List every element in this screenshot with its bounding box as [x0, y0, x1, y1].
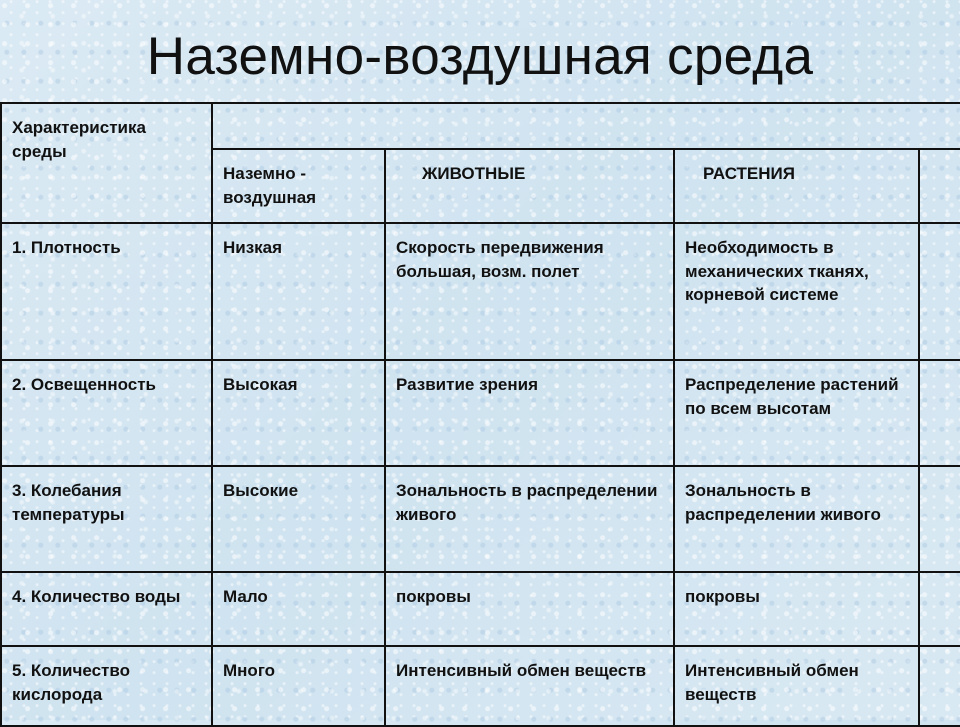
- spacer-cell: [919, 572, 960, 646]
- plants-cell: Интенсивный обмен веществ: [674, 646, 919, 726]
- spacer-cell: [919, 646, 960, 726]
- spacer-cell: [919, 360, 960, 466]
- table-row: [1, 360, 960, 466]
- characteristic-cell: 2. Освещенность: [1, 360, 212, 466]
- table-header-row: [1, 103, 960, 149]
- plants-header-label: РАСТЕНИЯ: [703, 164, 795, 183]
- spacer-cell: [919, 223, 960, 360]
- characteristics-table: [0, 102, 960, 727]
- characteristic-cell: 3. Колебания температуры: [1, 466, 212, 572]
- animals-header-label: ЖИВОТНЫЕ: [422, 164, 526, 183]
- animals-cell: покровы: [385, 572, 674, 646]
- spacer-cell: [919, 466, 960, 572]
- animals-cell: Скорость передвижения большая, возм. полет: [385, 223, 674, 360]
- corner-label: Характеристика среды: [12, 118, 146, 161]
- animals-header-cell: [385, 149, 674, 223]
- table-row: [1, 646, 960, 726]
- characteristic-cell: 5. Количество кислорода: [1, 646, 212, 726]
- plants-cell: Необходимость в механических тканях, корневой системе: [674, 223, 919, 360]
- table-row: [1, 572, 960, 646]
- plants-cell: Распределение растений по всем высотам: [674, 360, 919, 466]
- table-row: [1, 466, 960, 572]
- animals-cell: Зональность в распределении живого: [385, 466, 674, 572]
- characteristic-cell: 1. Плотность: [1, 223, 212, 360]
- corner-header-cell: [1, 103, 212, 223]
- value-cell: Высокая: [212, 360, 385, 466]
- characteristic-cell: 4. Количество воды: [1, 572, 212, 646]
- plants-header-cell: [674, 149, 919, 223]
- plants-cell: Зональность в распределении живого: [674, 466, 919, 572]
- env-header-cell: [212, 149, 385, 223]
- animals-cell: Развитие зрения: [385, 360, 674, 466]
- value-cell: Много: [212, 646, 385, 726]
- value-cell: Низкая: [212, 223, 385, 360]
- value-cell: Высокие: [212, 466, 385, 572]
- page-title: Наземно-воздушная среда: [146, 27, 814, 86]
- env-header-label: Наземно - воздушная: [223, 164, 317, 207]
- animals-cell: Интенсивный обмен веществ: [385, 646, 674, 726]
- spacer-cell: [919, 149, 960, 223]
- value-cell: Мало: [212, 572, 385, 646]
- plants-cell: покровы: [674, 572, 919, 646]
- table-row: [1, 223, 960, 360]
- header-blank-cell: [212, 103, 960, 149]
